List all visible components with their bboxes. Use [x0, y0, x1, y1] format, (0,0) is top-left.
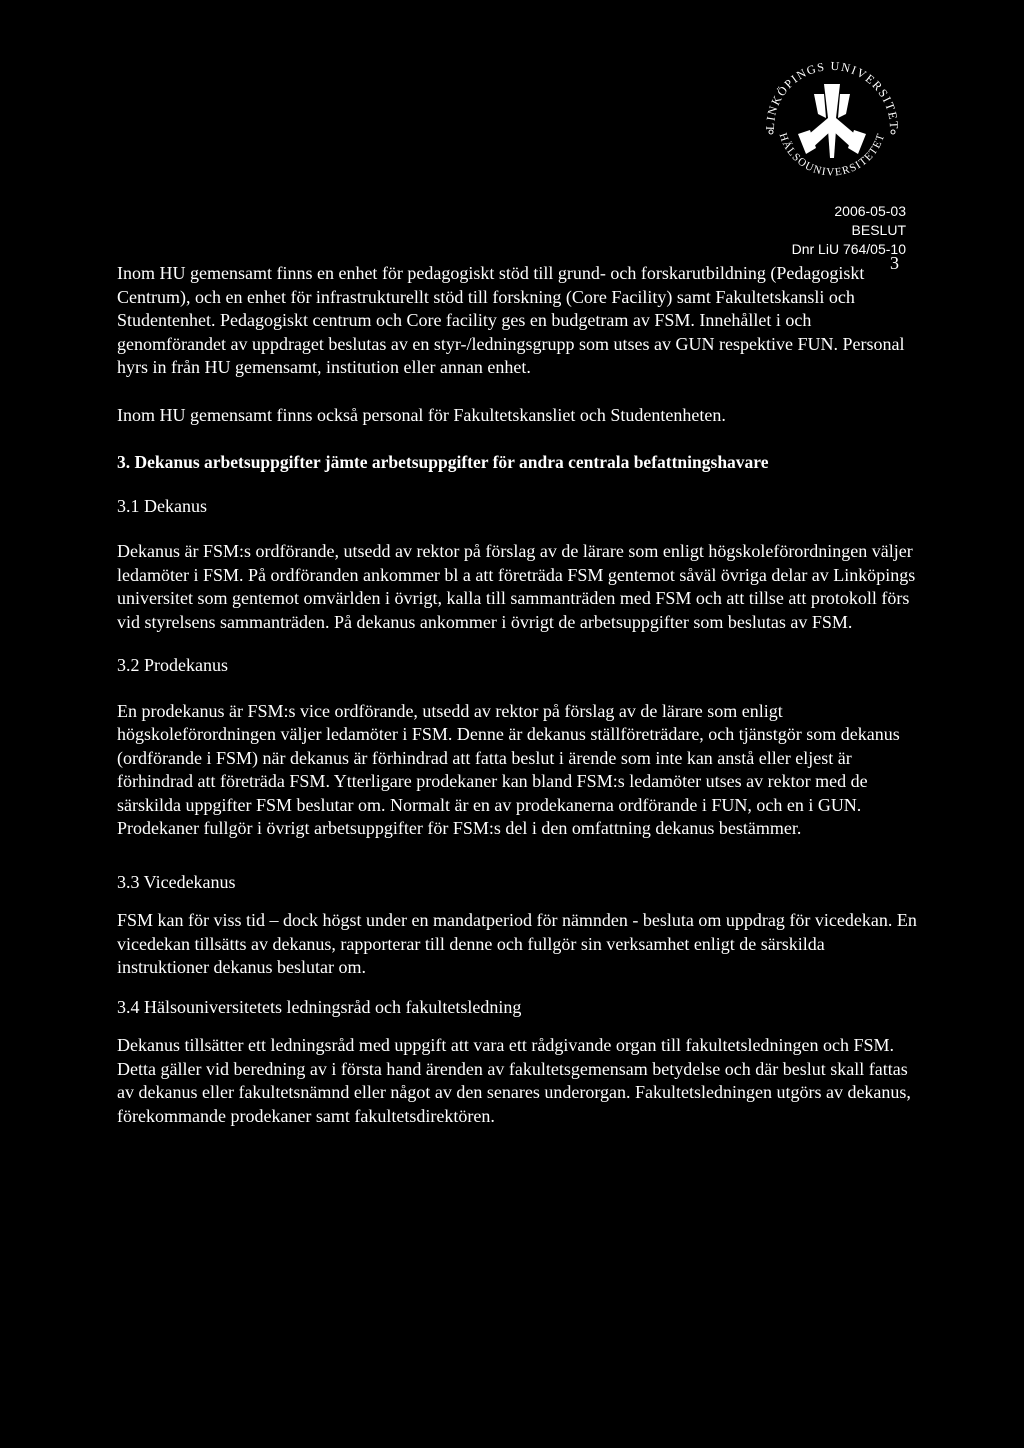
subsection-heading-prodekanus: 3.2 Prodekanus [117, 655, 228, 675]
subsection-heading-ledningsrad: 3.4 Hälsouniversitetets ledningsråd och fakultetsledning [117, 996, 522, 1017]
subsection-text-dekanus: Dekanus är FSM:s ordförande, utsedd av rektor på förslag av de lärare som enligt högskoleförordningen väljer ledamöter i FSM. På ordföranden ankommer bl a att företräda FSM gentemot såväl övriga delar av Linköpings universitet som gentemot omvärlden i övrigt, kalla till sammanträden med FSM och att tillse att protokoll förs vid styrelsens sammanträden. På dekanus ankommer i övrigt de arbetsuppgifter som beslutas av FSM. [117, 541, 916, 632]
university-seal-icon [752, 48, 912, 198]
subsection-text-vicedekanus: FSM kan för viss tid – dock högst under en mandatperiod för nämnden - besluta om uppdrag för vicedekan. En vicedekan tillsätts av dekanus, rapporterar till denne och fullgör sin verksamhet enligt de särskilda instruktioner dekanus beslutar om. [117, 910, 917, 977]
intro-paragraph: Inom HU gemensamt finns en enhet för pedagogiskt stöd till grund- och forskarutbildning (Pedagogiskt Centrum), och en enhet för infrastrukturellt stöd till forskning (Core Facility) samt Fakultetskansli och Studentenhet. Pedagogiskt centrum och Core facility ges en budgetram av FSM. Innehållet i och genomförandet av uppdraget beslutas av en styr-/ledningsgrupp som utses av GUN respektive FUN. Personal hyrs in från HU gemensamt, institution eller annan enhet. [117, 263, 905, 377]
document-date: 2006-05-03 [834, 203, 906, 219]
section-heading: 3. Dekanus arbetsuppgifter jämte arbetsuppgifter för andra centrala befattningshavare [117, 452, 769, 472]
document-type: BESLUT [851, 222, 906, 238]
logo-text-bottom: HÄLSOUNIVERSITETET [776, 131, 888, 179]
subsection-heading-vicedekanus: 3.3 Vicedekanus [117, 871, 236, 892]
subsection-text-prodekanus: En prodekanus är FSM:s vice ordförande, utsedd av rektor på förslag av de lärare som enligt högskoleförordningen väljer ledamöter i FSM. Denne är dekanus ställföreträdare, och tjänstgör som dekanus (ordförande i FSM) när dekanus är förhindrad att fatta beslut i ärende som inte kan anstå eller eljest är förhindrad att företräda FSM. Ytterligare prodekaner kan bland FSM:s ledamöter utses av rektor med de särskilda uppgifter FSM beslutar om. Normalt är en av prodekanerna ordförande i FUN, och en i GUN. Prodekaner fullgör i övrigt arbetsuppgifter för FSM:s del i den omfattning dekanus bestämmer. [117, 700, 900, 838]
subsection-heading-dekanus: 3.1 Dekanus [117, 495, 207, 516]
logo-text-top: LINKÖPINGS UNIVERSITET [762, 58, 902, 131]
university-logo [752, 48, 912, 198]
page-number: 3 [890, 253, 899, 273]
subsection-text-ledningsrad: Dekanus tillsätter ett ledningsråd med uppgift att vara ett rådgivande organ till fakultetsledningen och FSM. Detta gäller vid beredning av i första hand ärenden av fakultetsgemensam betydelse och där beslut skall fattas av dekanus eller fakultetsnämnd eller något av den senares underorgan. Fakultetsledningen utgörs av dekanus, förekommande prodekaner samt fakultetsdirektören. [117, 1035, 911, 1126]
document-body [117, 262, 917, 1128]
document-reference: Dnr LiU 764/05-10 [791, 241, 906, 257]
intro-paragraph-2: Inom HU gemensamt finns också personal för Fakultetskansliet och Studentenheten. [117, 404, 726, 425]
document-meta [792, 202, 906, 259]
